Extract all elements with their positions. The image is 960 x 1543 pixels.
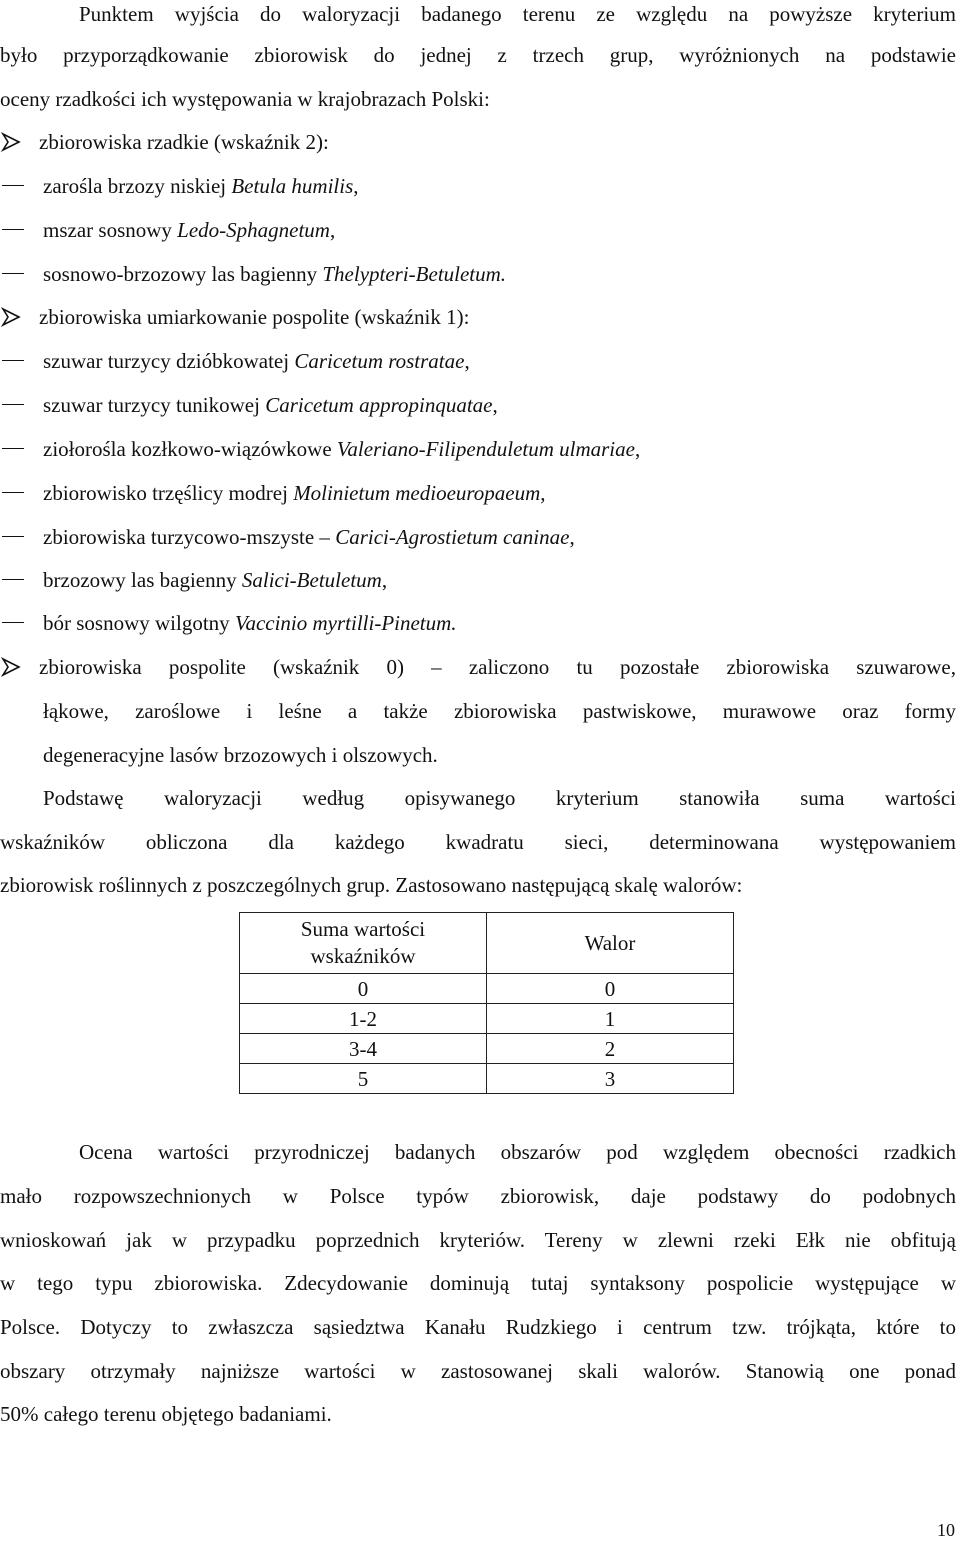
conclusion-line-6: obszary otrzymały najniższe wartości w zastosowanej skali walorów. Stanowią one ponad xyxy=(0,1359,956,1383)
conclusion-line-2: mało rozpowszechnionych w Polsce typów zbiorowisk, daje podstawy do podobnych xyxy=(0,1184,956,1208)
arrow-bullet-icon xyxy=(0,653,24,681)
header-sum: Suma wartości wskaźników xyxy=(240,913,487,974)
intro-line-3: oceny rzadkości ich występowania w krajobrazach Polski: xyxy=(0,87,490,111)
group2-heading-text: zbiorowiska umiarkowanie pospolite (wskaźnik 1): xyxy=(39,305,470,329)
list-item: sosnowo-brzozowy las bagienny Thelypteri-Betuletum. xyxy=(0,260,956,288)
table-row xyxy=(240,1064,734,1094)
walor-table xyxy=(239,912,734,1094)
conclusion-line-4: w tego typu zbiorowiska. Zdecydowanie dominują tutaj syntaksony pospolicie występujące w xyxy=(0,1271,956,1295)
conclusion-line-5: Polsce. Dotyczy to zwłaszcza sąsiedztwa Kanału Rudzkiego i centrum tzw. trójkąta, które to xyxy=(0,1315,956,1339)
dash-bullet-icon xyxy=(2,185,24,186)
group1-heading-text: zbiorowiska rzadkie (wskaźnik 2): xyxy=(39,130,329,154)
dash-bullet-icon xyxy=(2,404,24,405)
conclusion-line-3: wnioskowań jak w przypadku poprzednich kryteriów. Tereny w zlewni rzeki Ełk nie obfitują xyxy=(0,1228,956,1252)
cell-sum: 5 xyxy=(240,1064,487,1094)
cell-sum: 0 xyxy=(240,974,487,1004)
cell-walor: 0 xyxy=(487,974,734,1004)
cell-sum: 1-2 xyxy=(240,1004,487,1034)
cell-walor: 3 xyxy=(487,1064,734,1094)
list-item: brzozowy las bagienny Salici-Betuletum, xyxy=(0,566,956,594)
list-item: bór sosnowy wilgotny Vaccinio myrtilli-Pinetum. xyxy=(0,609,956,637)
dash-bullet-icon xyxy=(2,492,24,493)
dash-bullet-icon xyxy=(2,229,24,230)
table-row xyxy=(240,1034,734,1064)
basis-line-3: zbiorowisk roślinnych z poszczególnych grup. Zastosowano następującą skalę walorów: xyxy=(0,873,743,897)
group2-heading xyxy=(0,303,956,331)
page-number: 10 xyxy=(937,1520,955,1540)
dash-bullet-icon xyxy=(2,360,24,361)
dash-bullet-icon xyxy=(2,579,24,580)
intro-line-2: było przyporządkowanie zbiorowisk do jednej z trzech grup, wyróżnionych na podstawie xyxy=(0,43,956,67)
dash-bullet-icon xyxy=(2,273,24,274)
list-item: zbiorowisko trzęślicy modrej Molinietum medioeuropaeum, xyxy=(0,479,956,507)
list-item: mszar sosnowy Ledo-Sphagnetum, xyxy=(0,216,956,244)
cell-sum: 3-4 xyxy=(240,1034,487,1064)
group3-line-2: łąkowe, zaroślowe i leśne a także zbiorowiska pastwiskowe, murawowe oraz formy xyxy=(43,699,956,723)
cell-walor: 2 xyxy=(487,1034,734,1064)
list-item: ziołorośla kozłkowo-wiązówkowe Valeriano-Filipenduletum ulmariae, xyxy=(0,435,956,463)
dash-bullet-icon xyxy=(2,536,24,537)
list-item: zbiorowiska turzycowo-mszyste – Carici-Agrostietum caninae, xyxy=(0,523,956,551)
header-walor: Walor xyxy=(487,913,734,974)
list-item: zarośla brzozy niskiej Betula humilis, xyxy=(0,172,956,200)
group1-heading xyxy=(0,128,956,156)
group3-line-1: zbiorowiska pospolite (wskaźnik 0) – zaliczono tu pozostałe zbiorowiska szuwarowe, xyxy=(0,653,956,681)
dash-bullet-icon xyxy=(2,622,24,623)
conclusion-line-1: Ocena wartości przyrodniczej badanych obszarów pod względem obecności rzadkich xyxy=(79,1140,956,1164)
list-item: szuwar turzycy dzióbkowatej Caricetum rostratae, xyxy=(0,347,956,375)
table-row xyxy=(240,974,734,1004)
list-item: szuwar turzycy tunikowej Caricetum appropinquatae, xyxy=(0,391,956,419)
basis-line-1: Podstawę waloryzacji według opisywanego kryterium stanowiła suma wartości xyxy=(43,786,956,810)
table-header-row xyxy=(240,913,734,974)
arrow-bullet-icon xyxy=(0,128,24,156)
intro-line-1: Punktem wyjścia do waloryzacji badanego terenu ze względu na powyższe kryterium xyxy=(79,2,956,26)
dash-bullet-icon xyxy=(2,448,24,449)
arrow-bullet-icon xyxy=(0,303,24,331)
table-row xyxy=(240,1004,734,1034)
group3-line-3: degeneracyjne lasów brzozowych i olszowych. xyxy=(43,743,438,767)
basis-line-2: wskaźników obliczona dla każdego kwadratu sieci, determinowana występowaniem xyxy=(0,830,956,854)
conclusion-line-7: 50% całego terenu objętego badaniami. xyxy=(0,1402,332,1426)
cell-walor: 1 xyxy=(487,1004,734,1034)
